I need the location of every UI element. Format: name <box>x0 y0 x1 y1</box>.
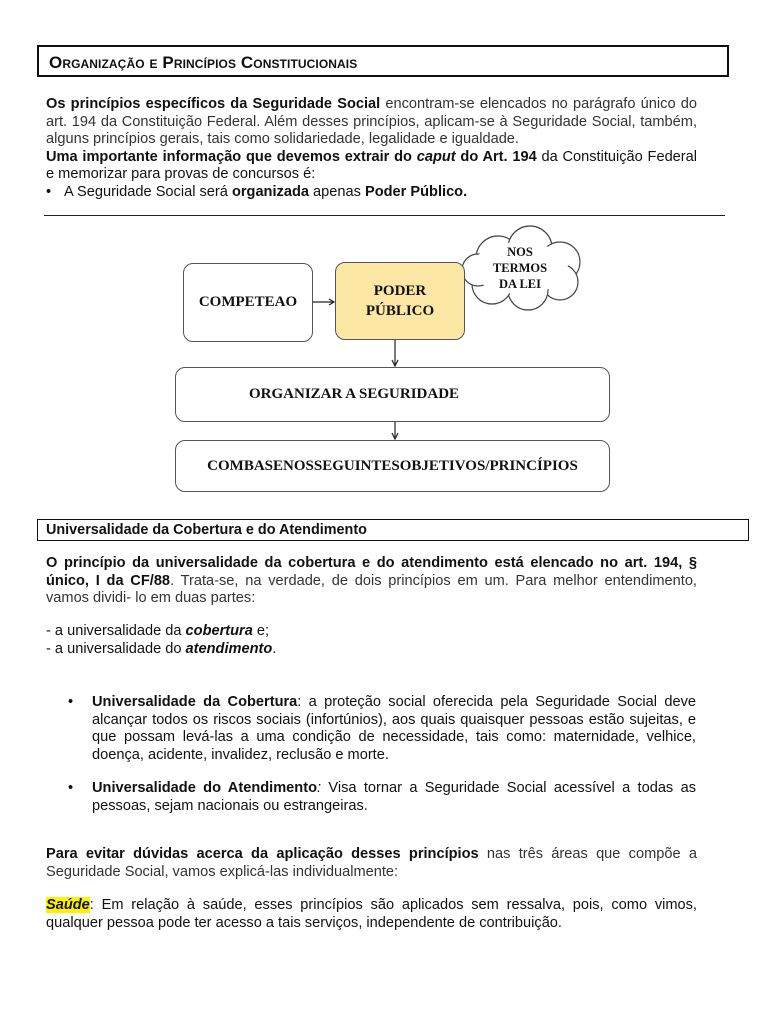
organizar-box <box>175 367 610 422</box>
dash-item <box>46 623 697 641</box>
combase-label: COMBASENOSSEGUINTESOBJETIVOS/PRINCÍPIOS <box>207 457 578 474</box>
bullet-bold: organizada <box>231 183 309 200</box>
intro-bold: Os princípios específicos da Seguridade Social <box>46 96 381 112</box>
bullet-bold: Universalidade do Atendimento <box>92 780 317 796</box>
bullet-icon: • <box>68 780 74 796</box>
caput-term: caput <box>416 148 456 165</box>
dash-text: - a universalidade da <box>46 623 186 639</box>
cloud-line: TERMOS <box>492 261 548 275</box>
para-text: nas três áreas que compõe a Seguridade Social, vamos explicá-las individualmente: <box>46 846 697 880</box>
dash-item <box>46 641 697 659</box>
bullet-atendimento <box>68 780 696 815</box>
bullet-text: apenas <box>308 183 365 200</box>
dash-em: atendimento <box>185 640 273 657</box>
bullet-text: : a proteção social oferecida pela Seguridade Social deve alcançar todos os riscos sociais (infortúnios), aos quais quaisquer pessoas estão sujeitas, e que possam levá-las a uma condição de necessidade, tais como: maternidade, velhice, doença, acidente, invalidez, reclusão e morte. <box>92 694 696 763</box>
dash-em: cobertura <box>185 623 253 639</box>
dash-text: . <box>272 640 277 657</box>
bullet-bold: Poder Público. <box>364 183 468 200</box>
cloud-line: NOS <box>507 245 533 259</box>
dash-text: - a universalidade do <box>46 640 186 657</box>
intro-bold2: Uma importante informação que devemos extrair do <box>46 148 417 165</box>
intro-bold3: do Art. 194 <box>455 148 537 165</box>
cloud-line: DA LEI <box>498 277 542 291</box>
saude-text: : Em relação à saúde, esses princípios são aplicados sem ressalva, pois, como vimos, qualquer pessoa pode ter acesso a tais serviços, independente de contribuição. <box>46 897 697 931</box>
para-saude <box>46 897 697 932</box>
bullet-icon: • <box>46 183 52 200</box>
para-bold: O princípio da universalidade da cobertura e do atendimento está elencado no art. 194, § único, I da CF/88 <box>46 555 697 589</box>
bullet-text: Visa tornar a Seguridade Social acessível a todas as pessoas, sejam nacionais ou estrangeiras. <box>92 780 696 814</box>
combase-box <box>175 440 610 492</box>
dash-text: e; <box>252 623 270 639</box>
bullet-text: A Seguridade Social será <box>64 183 232 200</box>
compete-label: COMPETEAO <box>198 294 298 310</box>
publico-label: PÚBLICO <box>365 303 435 319</box>
para-text: . Trata-se, na verdade, de dois princípios em um. Para melhor entendimento, vamos dividi- lo em duas partes: <box>46 572 697 607</box>
saude-label: Saúde <box>46 897 90 913</box>
poder-publico-box <box>335 262 465 340</box>
para-areas <box>46 846 697 881</box>
organizar-label: ORGANIZAR A SEGURIDADE <box>249 386 460 402</box>
compete-box <box>183 263 313 342</box>
section-title: Universalidade da Cobertura e do Atendimento <box>46 522 367 538</box>
para-bold: Para evitar dúvidas acerca da aplicação desses princípios <box>46 846 479 862</box>
cloud-text <box>470 244 570 292</box>
intro-text2: da Constituição Federal e memorizar para provas de concursos é: <box>46 148 698 183</box>
bullet-bold: Universalidade da Cobertura <box>92 694 298 710</box>
universalidade-paragraph <box>46 555 697 608</box>
bullet-icon: • <box>68 694 74 710</box>
poder-label: PODER <box>373 283 427 299</box>
page-title: Organização e Princípios Constitucionais <box>49 53 358 72</box>
bullet-colon: : <box>316 780 322 796</box>
dash-list <box>46 623 697 658</box>
bullet-cobertura <box>68 694 696 764</box>
intro-text: encontram-se elencados no parágrafo único do art. 194 da Constituição Federal. Além desses princípios, aplicam-se à Seguridade Social, também, alguns princípios gerais, tais como solidariedade, legalidade e igualdade. <box>46 96 697 148</box>
section-header <box>37 519 749 541</box>
